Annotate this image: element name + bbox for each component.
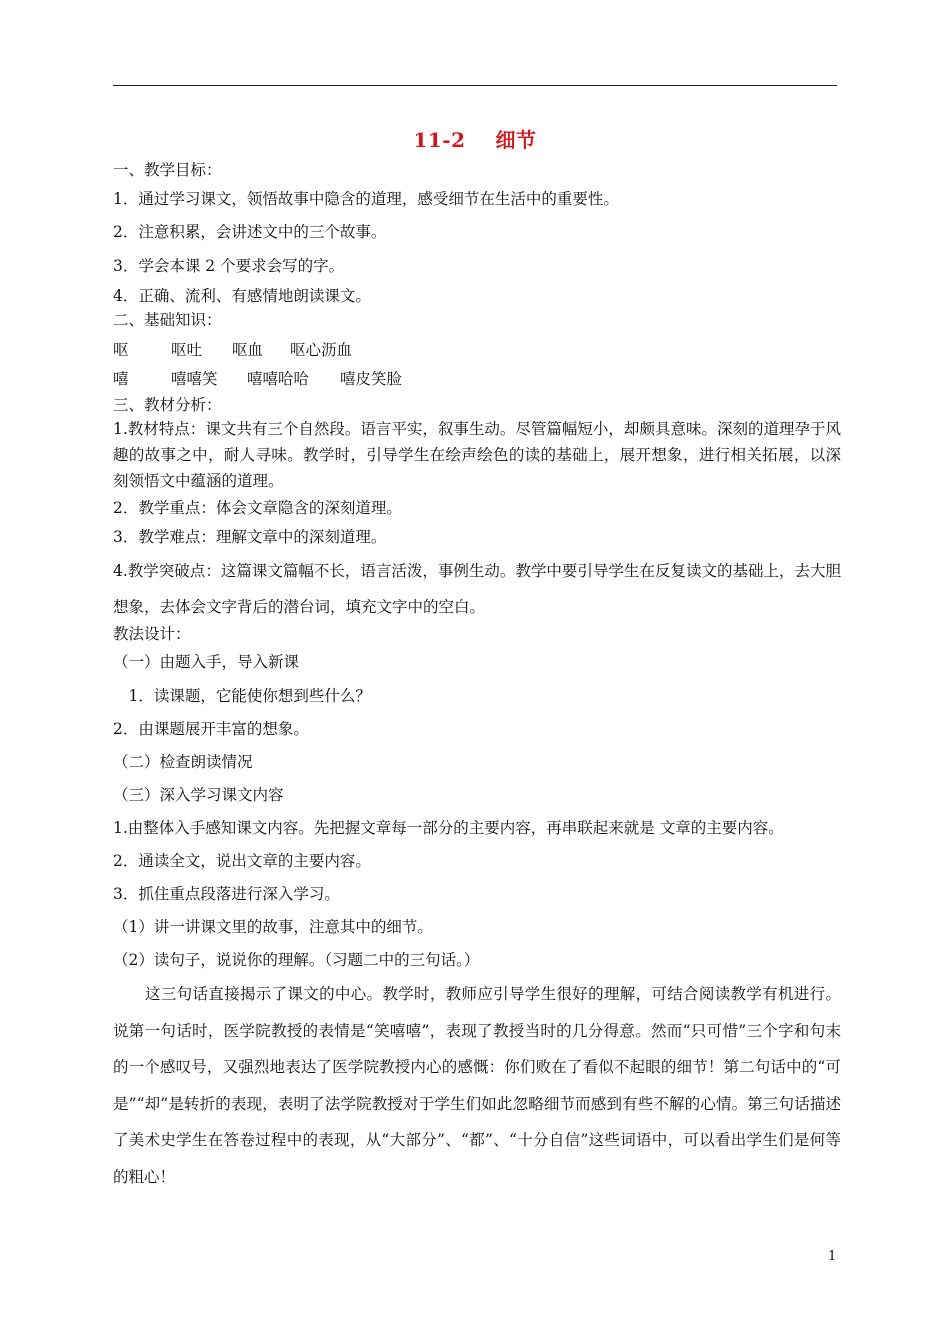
vocab-word: 嘻皮笑脸 xyxy=(340,370,403,388)
analysis-item: 3．教学难点：理解文章中的深刻道理。 xyxy=(113,528,387,546)
method-step: （1）讲一讲课文里的故事，注意其中的细节。 xyxy=(113,918,433,936)
vocab-word: 呕血 xyxy=(232,341,264,359)
method-step: 1．读课题，它能使你想到些什么？ xyxy=(113,687,371,705)
method-step: 2．由课题展开丰富的想象。 xyxy=(113,720,309,738)
method-step: （一）由题入手，导入新课 xyxy=(113,653,300,671)
basic-heading: 二、基础知识： xyxy=(113,311,222,329)
method-step: 2．通读全文，说出文章的主要内容。 xyxy=(113,852,371,870)
vocab-word: 呕心沥血 xyxy=(290,341,353,359)
method-step: 1.由整体入手感知课文内容。先把握文章每一部分的主要内容，再串联起来就是 文章的主要内容。 xyxy=(113,819,784,837)
goal-item: 3．学会本课 2 个要求会写的字。 xyxy=(113,257,345,275)
page-title xyxy=(0,124,950,153)
goal-item: 2．注意积累，会讲述文中的三个故事。 xyxy=(113,223,387,241)
vocab-word: 呕吐 xyxy=(171,341,203,359)
method-step: （二）检查朗读情况 xyxy=(113,753,253,771)
closing-paragraph: 这三句话直接揭示了课文的中心。教学时，教师应引导学生很好的理解，可结合阅读教学有机进行。说第一句话时，医学院教授的表情是“笑嘻嘻”，表现了教授当时的几分得意。然而“只可惜”三个字和句末的一个感叹号，又强烈地表达了医学院教授内心的感慨：你们败在了看似不起眼的细节！第二句话中的“可是”“却”是转折的表现，表明了法学院教授对于学生们如此忽略细节而感到有些不解的心情。第三句话描述了美术史学生在答卷过程中的表现，从“大部分”、“都”、“十分自信”这些词语中，可以看出学生们是何等的粗心！ xyxy=(113,985,841,1186)
vocab-char: 呕 xyxy=(113,341,129,359)
analysis-paragraph: 1.教材特点：课文共有三个自然段。语言平实，叙事生动。尽管篇幅短小，却颇具意味。深刻的道理孕于风趣的故事之中，耐人寻味。教学时，引导学生在绘声绘色的读的基础上，展开想象，进行相关拓展，以深刻领悟文中蕴涵的道理。 xyxy=(113,420,841,490)
vocab-word: 嘻嘻笑 xyxy=(171,370,218,388)
lesson-number: 11-2 xyxy=(413,128,466,152)
method-step: 3．抓住重点段落进行深入学习。 xyxy=(113,885,340,903)
goal-item: 4．正确、流利、有感情地朗读课文。 xyxy=(113,287,371,305)
page-number: 1 xyxy=(828,1249,837,1264)
header-rule xyxy=(113,85,837,86)
lesson-title: 细节 xyxy=(495,128,537,152)
vocab-char: 嘻 xyxy=(113,370,129,388)
goal-item: 1．通过学习课文，领悟故事中隐含的道理，感受细节在生活中的重要性。 xyxy=(113,190,619,208)
method-heading: 教法设计： xyxy=(113,625,191,643)
analysis-paragraph: 4.教学突破点：这篇课文篇幅不长，语言活泼，事例生动。教学中要引导学生在反复读文的基础上，去大胆想象，去体会文字背后的潜台词，填充文字中的空白。 xyxy=(113,562,841,616)
goals-heading: 一、教学目标： xyxy=(113,161,222,179)
method-step: （三）深入学习课文内容 xyxy=(113,786,284,804)
analysis-item: 2．教学重点：体会文章隐含的深刻道理。 xyxy=(113,499,402,517)
vocab-word: 嘻嘻哈哈 xyxy=(247,370,310,388)
analysis-heading: 三、教材分析： xyxy=(113,396,222,414)
method-step: （2）读句子，说说你的理解。（习题二中的三句话。） xyxy=(113,951,480,969)
